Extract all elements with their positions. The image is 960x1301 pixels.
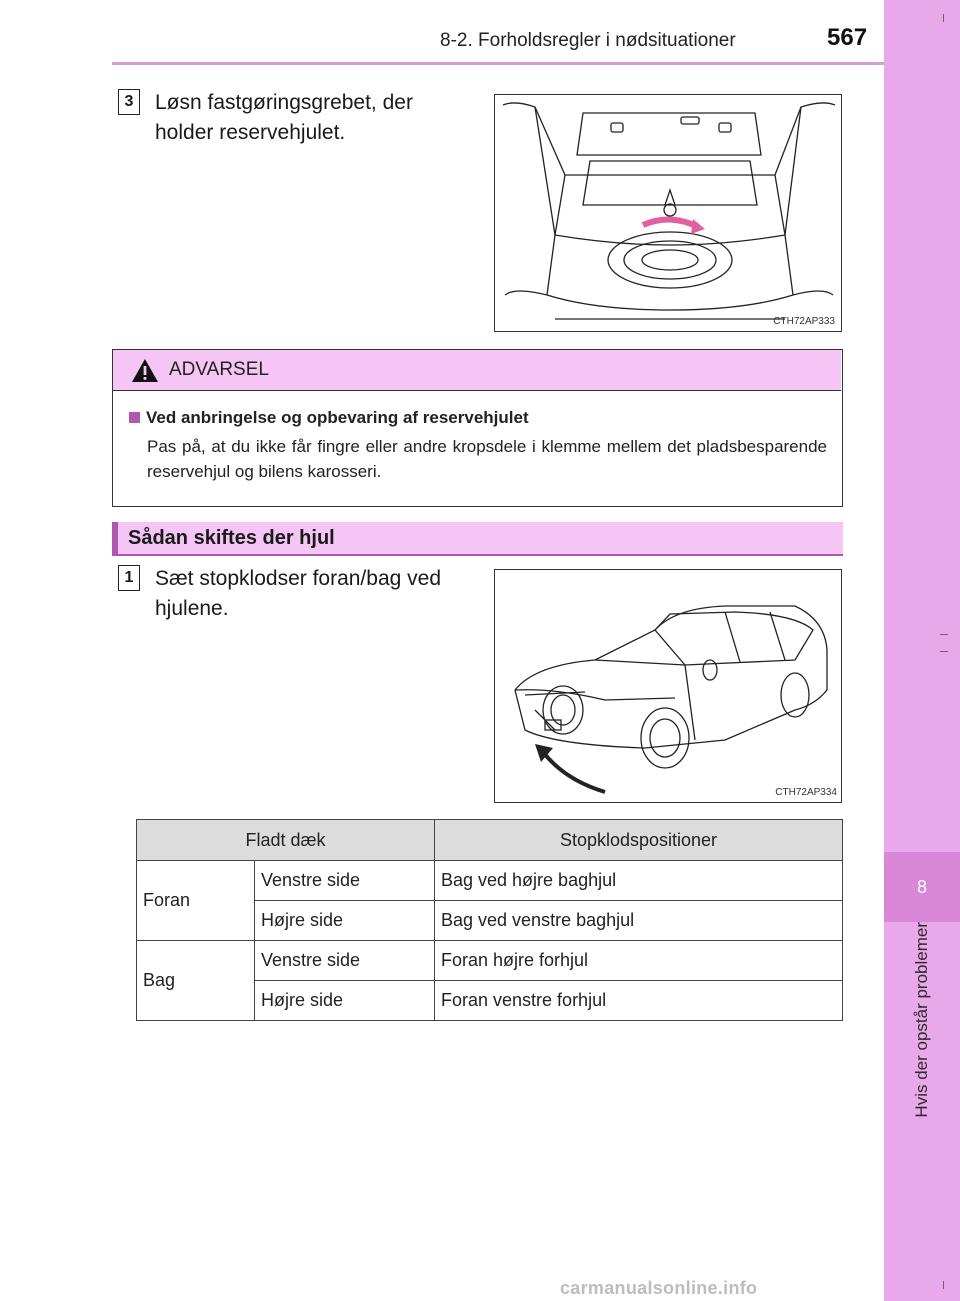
- warning-icon: [131, 358, 159, 383]
- table-row: [137, 941, 843, 981]
- table-group-front: Foran: [137, 861, 255, 941]
- table-cell-position: Foran venstre forhjul: [435, 981, 843, 1021]
- step-badge-3: 3: [118, 89, 140, 115]
- table-header-row: [137, 820, 843, 861]
- warning-box: [112, 349, 843, 507]
- image-code: CTH72AP334: [775, 787, 837, 798]
- step-badge-1: 1: [118, 565, 140, 591]
- table-cell-position: Bag ved højre baghjul: [435, 861, 843, 901]
- table-cell-side: Venstre side: [255, 861, 435, 901]
- bullet-square-icon: [129, 412, 140, 423]
- section-heading-text: Sådan skiftes der hjul: [128, 527, 335, 549]
- trunk-drawing: [495, 95, 843, 333]
- chapter-number-box: [884, 852, 960, 922]
- wheel-chock-table: [136, 819, 843, 1021]
- header-rule: [112, 62, 885, 65]
- crop-mark: [940, 634, 948, 635]
- page-number: 567: [827, 24, 868, 51]
- warning-title: ADVARSEL: [169, 359, 269, 380]
- table-cell-side: Højre side: [255, 901, 435, 941]
- chapter-title-wrap: [884, 922, 960, 1162]
- chapter-title: Hvis der opstår problemer: [912, 922, 931, 1118]
- warning-heading-row: [129, 408, 529, 428]
- crop-mark: [943, 14, 944, 22]
- warning-heading: Ved anbringelse og opbevaring af reservehjulet: [146, 408, 529, 427]
- car-chocks-illustration: [494, 569, 842, 803]
- step1-text-line2: hjulene.: [155, 597, 229, 620]
- section-title: 8-2. Forholdsregler i nødsituationer: [440, 30, 736, 51]
- trunk-illustration: [494, 94, 842, 332]
- warning-body: Pas på, at du ikke får fingre eller andre kropsdele i klemme mellem det pladsbesparende reservehjul og bilens karosseri.: [147, 437, 827, 481]
- table-group-rear: Bag: [137, 941, 255, 1021]
- crop-mark: [940, 651, 948, 652]
- crop-mark: [943, 1281, 944, 1289]
- car-drawing: [495, 570, 843, 804]
- table-header-flat-tire: Fladt dæk: [137, 820, 435, 861]
- step3-text-line1: Løsn fastgøringsgrebet, der: [155, 91, 413, 114]
- table-cell-side: Højre side: [255, 981, 435, 1021]
- table-cell-position: Bag ved venstre baghjul: [435, 901, 843, 941]
- table-header-chock-positions: Stopklodspositioner: [435, 820, 843, 861]
- step1-text-line1: Sæt stopklodser foran/bag ved: [155, 567, 442, 590]
- step3-text-line2: holder reservehjulet.: [155, 121, 346, 144]
- table-cell-position: Foran højre forhjul: [435, 941, 843, 981]
- section-heading: [112, 522, 843, 556]
- watermark: carmanualsonline.info: [560, 1278, 758, 1298]
- image-code: CTH72AP333: [773, 316, 835, 327]
- table-cell-side: Venstre side: [255, 941, 435, 981]
- chapter-number: 8: [916, 877, 927, 897]
- warning-header: [113, 350, 841, 391]
- table-row: [137, 861, 843, 901]
